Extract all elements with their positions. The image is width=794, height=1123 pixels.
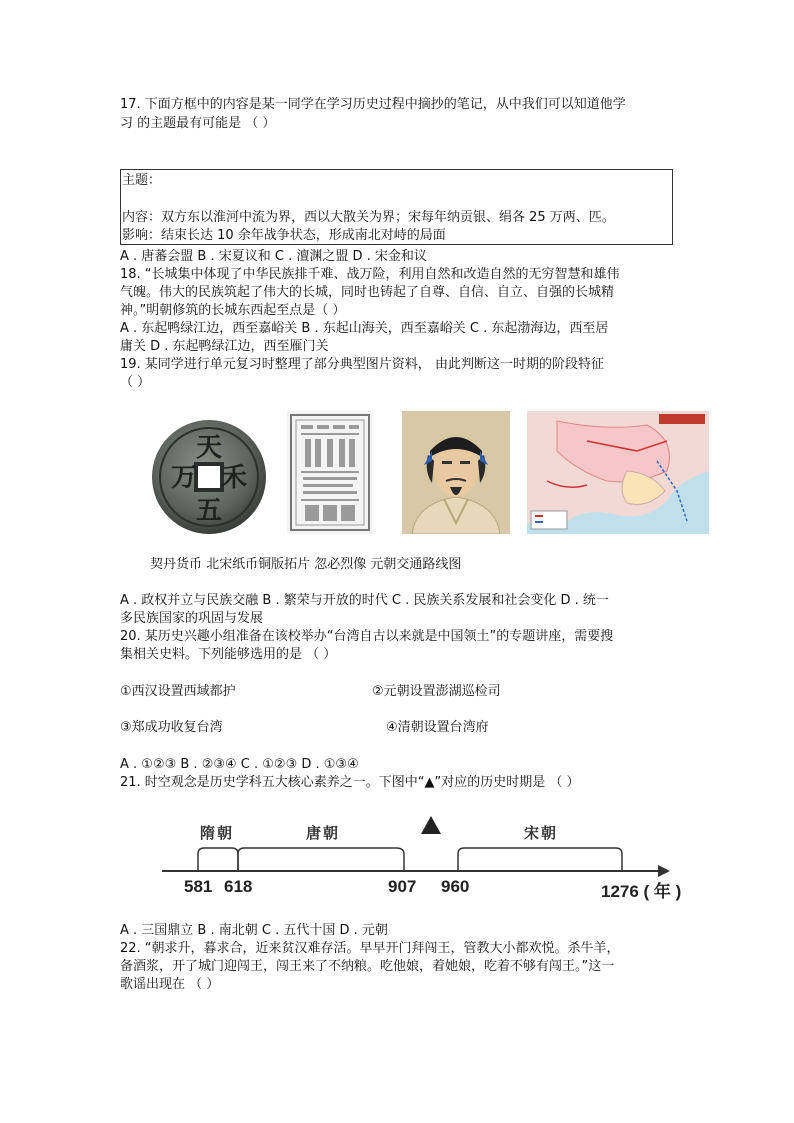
q17-stem-line1: 17. 下面方框中的内容是某一同学在学习历史过程中摘抄的笔记，从中我们可以知道他学 <box>120 97 626 112</box>
coin-char-bottom: 五 <box>195 496 223 526</box>
q19-image-captions: 契丹货币 北宋纸币铜版拓片 忽必烈像 元朝交通路线图 <box>150 557 462 572</box>
q21-options: A . 三国鼎立 B . 南北朝 C . 五代十国 D . 元朝 <box>120 923 388 938</box>
timeline-label-sui: 隋朝 <box>200 824 235 842</box>
notes-theme: 主题： <box>122 173 162 188</box>
q22-stem-line2: 备酒浆，开了城门迎闯王，闯王来了不纳粮。吃他娘，着她娘，吃着不够有闯王。”这一 <box>120 959 615 974</box>
triangle-marker-icon <box>421 816 441 834</box>
q21-stem: 21. 时空观念是历史学科五大核心素养之一。下图中“▲”对应的历史时期是 （ ） <box>120 775 580 790</box>
coin-char-right: 禾 <box>220 463 248 493</box>
notes-content: 内容：双方东以淮河中流为界，西以大散关为界；宋每年纳贡银、绢各 25 万两、匹。 <box>122 210 615 225</box>
q20-stem-line1: 20. 某历史兴趣小组准备在该校举办“台湾自古以来就是中国领土”的专题讲座，需要搜 <box>120 629 614 644</box>
timeline-year-581: 581 <box>184 877 213 896</box>
q20-item-4: ④清朝设置台湾府 <box>386 720 489 735</box>
q19-options-line2: 多民族国家的巩固与发展 <box>120 611 264 626</box>
q20-item-1: ①西汉设置西域都护 <box>120 684 236 699</box>
timeline-year-907: 907 <box>388 877 417 896</box>
timeline-year-618: 618 <box>224 877 253 896</box>
coin-char-left: 万 <box>170 463 198 493</box>
q17-options: A . 唐蕃会盟 B . 宋夏议和 C . 澶渊之盟 D . 宋金和议 <box>120 249 427 264</box>
notes-effect: 影响：结束长达 10 余年战争状态，形成南北对峙的局面 <box>122 228 446 243</box>
kublai-khan-portrait-image <box>402 411 510 534</box>
q18-stem-line1: 18. “长城集中体现了中华民族排千难、战万险，利用自然和改造自然的无穷智慧和雄伟 <box>120 267 620 282</box>
yuan-transport-map-image <box>527 411 709 534</box>
timeline-year-960: 960 <box>441 877 470 896</box>
q18-stem-line3: 神。”明朝修筑的长城东西起至点是（ ） <box>120 303 346 318</box>
coin-char-top: 天 <box>195 433 223 463</box>
q22-stem-line1: 22. “朝求升，暮求合，近来贫汉难存活。早早开门拜闯王，管教大小都欢悦。杀牛羊， <box>120 941 620 956</box>
q19-stem-line1: 19. 某同学进行单元复习时整理了部分典型图片资料， 由此判断这一时期的阶段特征 <box>120 357 604 372</box>
khitan-coin-image <box>150 418 268 536</box>
q20-stem-line2: 集相关史料。下列能够选用的是 （ ） <box>120 647 337 662</box>
q18-options-line2: 庸关 D . 东起鸭绿江边，西至雁门关 <box>120 339 329 354</box>
q17-stem-line2: 习 的主题最有可能是 （ ） <box>120 116 276 131</box>
q19-stem-line2: （ ） <box>120 375 151 390</box>
timeline-year-1276: 1276 ( 年 ) <box>601 882 682 901</box>
song-paper-money-rubbing-image <box>287 411 373 534</box>
q20-item-3: ③郑成功收复台湾 <box>120 720 223 735</box>
q20-item-2: ②元朝设置澎湖巡检司 <box>372 684 501 699</box>
timeline-label-tang: 唐朝 <box>306 824 341 842</box>
q19-options-line1: A . 政权并立与民族交融 B . 繁荣与开放的时代 C . 民族关系发展和社会变化 D . 统一 <box>120 593 609 608</box>
q22-stem-line3: 歌谣出现在 （ ） <box>120 977 220 992</box>
timeline-label-song: 宋朝 <box>524 824 559 842</box>
q18-options-line1: A . 东起鸭绿江边，西至嘉峪关 B . 东起山海关，西至嘉峪关 C . 东起渤海边，西至居 <box>120 321 609 336</box>
q18-stem-line2: 气魄。伟大的民族筑起了伟大的长城，同时也铸起了自尊、自信、自立、自强的长城精 <box>120 285 615 300</box>
q20-options: A . ①②③ B . ②③④ C . ①②③ D . ①③④ <box>120 757 359 772</box>
